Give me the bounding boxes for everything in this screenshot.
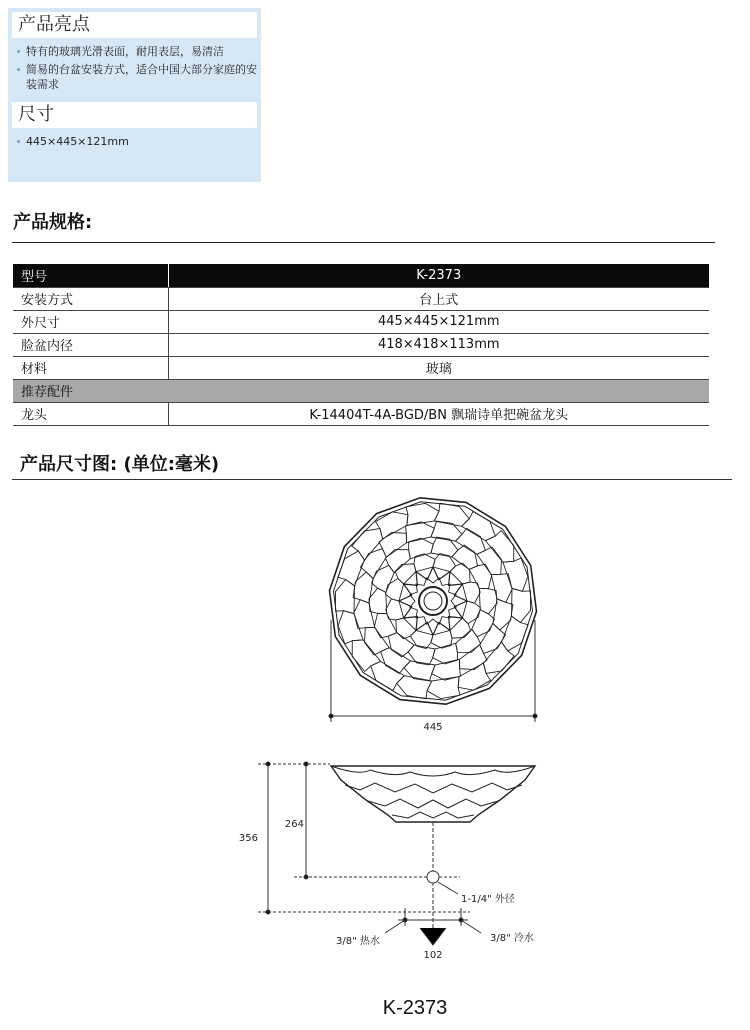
facet-shape	[459, 645, 487, 670]
table-cell-key: 安装方式	[13, 287, 168, 310]
facet-shape	[397, 676, 432, 699]
facet-shape	[493, 599, 513, 630]
facet-shape	[472, 610, 495, 637]
side-view	[331, 766, 535, 822]
total-height-label: 356	[238, 833, 258, 844]
cold-water-label: 3/8" 冷水	[490, 933, 534, 944]
facet-shape	[352, 640, 380, 672]
list-item: 简易的台盆安装方式，适合中国大部分家庭的安装需求	[12, 62, 257, 92]
table-cell-key: 龙头	[13, 402, 168, 425]
table-cell-value: K-2373	[168, 264, 709, 287]
model-caption: K-2373	[382, 997, 448, 1019]
facet-shape	[427, 677, 460, 699]
table-cell-key: 脸盆内径	[13, 333, 168, 356]
facet-shape	[406, 503, 439, 525]
glass-facets	[336, 503, 531, 699]
facet-shape	[479, 588, 497, 614]
facet-shape	[431, 521, 462, 541]
facet-shape	[374, 613, 396, 638]
table-cell-value: 445×445×121mm	[168, 310, 709, 333]
facet-shape	[485, 531, 513, 563]
table-cell-value: K-14404T-4A-BGD/BN 飘瑞诗单把碗盆龙头	[168, 402, 709, 425]
supply-spacing-label: 102	[423, 950, 443, 961]
facet-shape	[450, 618, 471, 638]
section-label: 推荐配件	[13, 379, 709, 402]
facet-shape	[330, 498, 537, 704]
facet-shape	[395, 564, 416, 584]
top-view	[330, 498, 537, 704]
facet-shape	[372, 565, 395, 592]
facet-shape	[491, 574, 512, 603]
facet-shape	[396, 618, 416, 639]
facet-shape	[379, 533, 407, 558]
table-cell-value: 418×418×113mm	[168, 333, 709, 356]
basin-outline	[330, 498, 537, 704]
drain-height-label: 264	[284, 819, 304, 830]
facet-shape	[353, 572, 373, 603]
width-label: 445	[423, 722, 443, 733]
facet-shape	[458, 663, 490, 690]
size-heading: 尺寸	[12, 102, 257, 128]
highlights-heading: 产品亮点	[12, 12, 257, 38]
facet-shape	[456, 629, 481, 652]
drain-inner-circle	[424, 592, 442, 610]
table-cell-key: 型号	[13, 264, 168, 287]
facet-shape	[469, 564, 491, 589]
table-cell-key: 外尺寸	[13, 310, 168, 333]
facet-shape	[431, 537, 458, 557]
facet-shape	[434, 503, 469, 526]
facet-shape	[399, 567, 467, 635]
facet-shape	[385, 550, 410, 573]
drain-circle	[419, 587, 447, 615]
drain-leader	[438, 882, 458, 894]
drain-label: 1-1/4" 外径	[461, 894, 515, 905]
dimension-heading: 产品尺寸图: (单位:毫米)	[20, 454, 220, 475]
facet-shape	[512, 588, 531, 622]
height-dimensions	[258, 762, 470, 930]
table-cell-value: 台上式	[168, 287, 709, 310]
table-cell-value: 玻璃	[168, 356, 709, 379]
table-cell-key: 材料	[13, 356, 168, 379]
facet-shape	[354, 600, 375, 629]
facet-shape	[450, 563, 470, 584]
facet-shape	[408, 645, 435, 665]
inner-star	[399, 567, 467, 635]
facet-shape	[376, 512, 408, 539]
spec-heading: 产品规格:	[13, 212, 93, 233]
facet-shape	[404, 661, 435, 681]
hot-water-label: 3/8" 热水	[336, 936, 380, 947]
list-item: 特有的玻璃光滑表面，耐用表层，易清洁	[12, 44, 257, 59]
facet-shape	[336, 580, 355, 614]
list-item: 445×445×121mm	[12, 134, 257, 149]
